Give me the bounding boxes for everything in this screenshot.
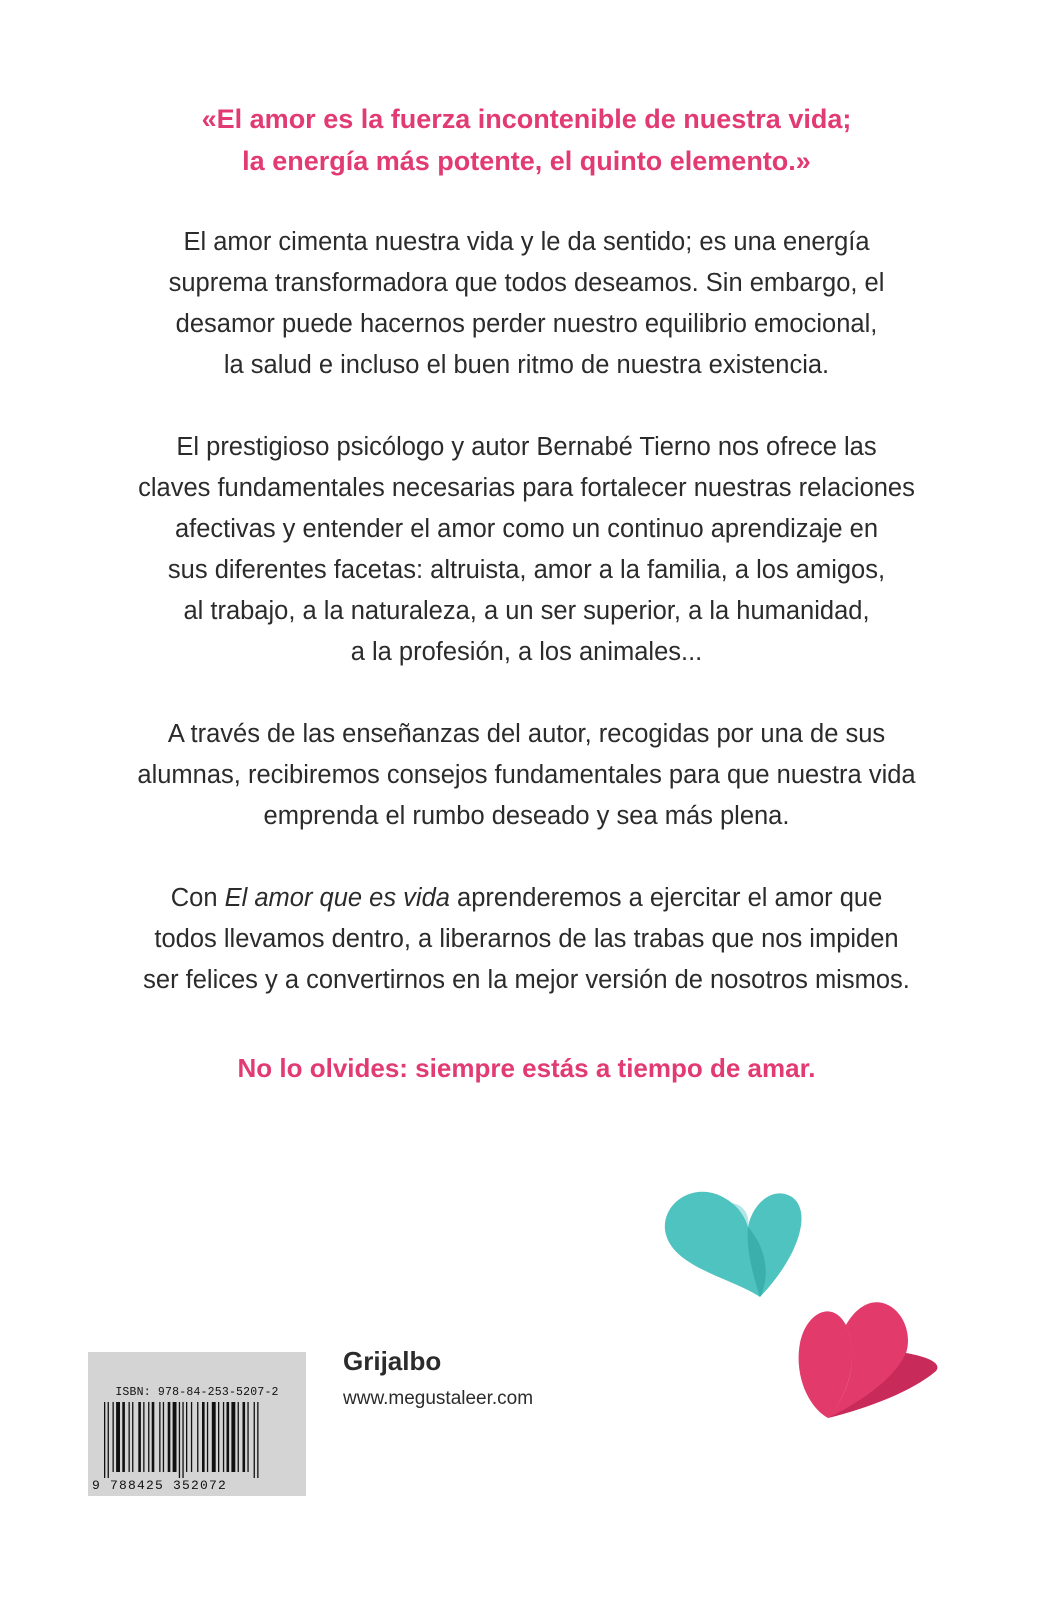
barcode-panel: [88, 1352, 306, 1496]
isbn-label: ISBN: 978-84-253-5207-2: [115, 1386, 279, 1399]
barcode-bar: [257, 1402, 258, 1478]
text-line: A través de las enseñanzas del autor, recogidas por una de sus: [167, 720, 886, 748]
barcode-digits: 9 788425 352072: [92, 1478, 228, 1493]
text-line: [80, 878, 973, 919]
barcode-bar: [152, 1402, 155, 1472]
barcode-bar: [104, 1402, 105, 1478]
barcode-bar: [168, 1402, 171, 1472]
barcode-bar: [238, 1402, 239, 1472]
barcode-bar: [138, 1402, 141, 1472]
barcode-bar: [197, 1402, 198, 1472]
barcode-bar: [207, 1402, 208, 1472]
text-line: sus diferentes facetas: altruista, amor a la familia, a los amigos,: [167, 556, 886, 584]
synopsis-paragraph-1: [80, 222, 973, 386]
teal-heart-icon: [665, 1192, 802, 1297]
synopsis-paragraph-4: [80, 878, 973, 1001]
barcode-bar: [122, 1402, 125, 1472]
text-line: El prestigioso psicólogo y autor Bernabé Tierno nos ofrece las: [176, 433, 877, 461]
pull-quote: [0, 98, 1053, 182]
text-line: todos llevamos dentro, a liberarnos de las trabas que nos impiden: [154, 925, 899, 953]
barcode-bar: [223, 1402, 224, 1472]
barcode-bar: [143, 1402, 144, 1472]
text-line: ser felices y a convertirnos en la mejor versión de nosotros mismos.: [143, 966, 910, 994]
barcode-bar: [254, 1402, 255, 1478]
text-line: desamor puede hacernos perder nuestro equilibrio emocional,: [175, 310, 878, 338]
barcode-bar: [132, 1402, 133, 1472]
text-line: afectivas y entender el amor como un continuo aprendizaje en: [174, 515, 879, 543]
barcode-bar: [116, 1402, 120, 1472]
text-line: suprema transformadora que todos deseamos. Sin embargo, el: [168, 269, 885, 297]
pink-heart-icon: [799, 1302, 938, 1418]
barcode-bar: [186, 1402, 187, 1472]
barcode-bar: [202, 1402, 205, 1472]
barcode-bar: [182, 1402, 183, 1478]
barcode-bar: [231, 1402, 235, 1472]
barcode-bar: [163, 1402, 164, 1472]
barcode-bar: [113, 1402, 114, 1472]
text-line: El amor cimenta nuestra vida y le da sentido; es una energía: [183, 228, 870, 256]
barcode-bar: [247, 1402, 248, 1472]
barcode-icon: [102, 1402, 292, 1478]
synopsis-paragraph-2: [80, 427, 973, 673]
barcode-bar: [243, 1402, 246, 1472]
text-fragment: Con: [170, 884, 225, 912]
barcode-bar: [173, 1402, 177, 1472]
barcode-bar: [227, 1402, 230, 1472]
synopsis-paragraph-3: [80, 714, 973, 837]
text-line: la salud e incluso el buen ritmo de nuestra existencia.: [223, 351, 830, 379]
publisher-name: Grijalbo: [343, 1346, 442, 1376]
text-fragment: aprenderemos a ejercitar el amor que: [449, 884, 883, 912]
barcode-bar: [108, 1402, 109, 1478]
barcode-bar: [212, 1402, 216, 1472]
text-line: emprenda el rumbo deseado y sea más plena.: [263, 802, 790, 830]
barcode-bar: [191, 1402, 192, 1472]
barcode-bar: [218, 1402, 219, 1472]
publisher-website: www.megustaleer.com: [343, 1388, 534, 1409]
synopsis: [80, 222, 973, 1042]
text-line: alumnas, recibiremos consejos fundamentales para que nuestra vida: [137, 761, 916, 789]
text-line: claves fundamentales necesarias para fortalecer nuestras relaciones: [138, 474, 915, 502]
barcode-bar: [148, 1402, 149, 1472]
quote-line-1: «El amor es la fuerza incontenible de nuestra vida;: [201, 104, 852, 134]
quote-line-2: la energía más potente, el quinto elemento.»: [242, 146, 811, 176]
hearts-decoration: [660, 1175, 960, 1475]
barcode-bar: [179, 1402, 180, 1478]
barcode-bar: [129, 1402, 130, 1472]
text-line: al trabajo, a la naturaleza, a un ser superior, a la humanidad,: [183, 597, 870, 625]
barcode-bar: [159, 1402, 160, 1472]
text-line: a la profesión, a los animales...: [350, 638, 703, 666]
book-title-italic: El amor que es vida: [224, 884, 450, 912]
closing-tagline: No lo olvides: siempre estás a tiempo de amar.: [237, 1053, 816, 1083]
